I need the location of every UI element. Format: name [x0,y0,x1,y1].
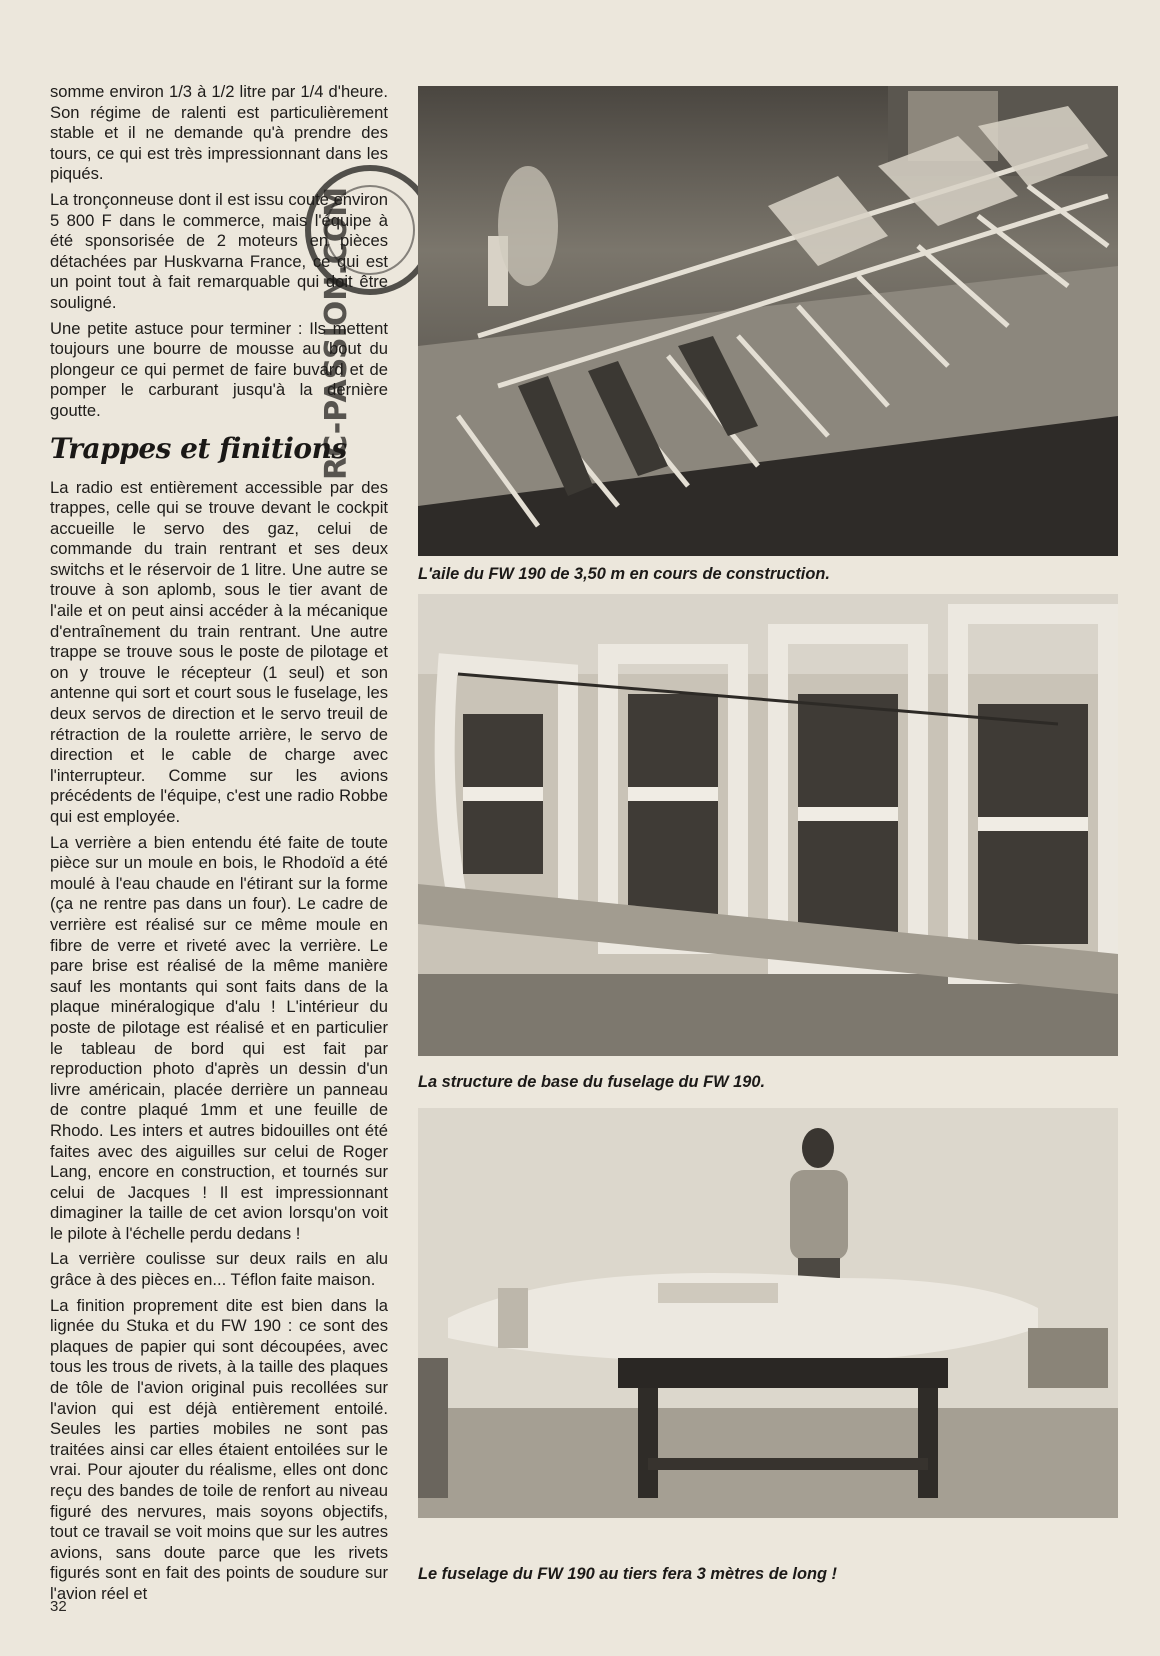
paragraph: Une petite astuce pour terminer : Ils mettent toujours une bourre de mousse au bout du plongeur ce qui permet de faire buvard et de pomper le carburant jusqu'à la dernière goutte. [50,318,388,420]
page-number: 32 [50,1598,67,1615]
photo-caption: Le fuselage du FW 190 au tiers fera 3 mètres de long ! [418,1565,837,1583]
article-text-column [50,82,388,1610]
fuselage-builder-photo [418,1108,1118,1518]
paragraph: La tronçonneuse dont il est issu coute environ 5 800 F dans le commerce, mais l'équipe à été sponsorisée de 2 moteurs en pièces détachées par Huskvarna France, ce qui est un point tout à fait remarquable qui doit être souligné. [50,189,388,312]
section-heading: Trappes et finitions [50,431,347,465]
photo-caption: La structure de base du fuselage du FW 190. [418,1073,766,1091]
photo-caption: L'aile du FW 190 de 3,50 m en cours de construction. [418,565,830,583]
paragraph: La verrière a bien entendu été faite de toute pièce sur un moule en bois, le Rhodoïd a été moulé à l'eau chaude en l'étirant sur la forme (ça ne rentre pas dans un four). Le cadre de verrière est réalisé sur ce même moule en fibre de verre et riveté avec la verrière. Le pare brise est réalisé de la même manière sauf les montants qui sont faits dans de la plaque minéralogique d'alu ! L'intérieur du poste de pilotage est réalisé et en particulier le tableau de bord qui est fait par reproduction photo d'après un dessin d'un livre américain, placée derrière un panneau de contre plaqué 1mm et une feuille de Rhodo. Les inters et autres bidouilles ont été faites avec des aiguilles sur celui de Roger Lang, encore en construction, et tournés sur celui de Jacques ! Il est impressionnant dimaginer la taille de cet avion lorsqu'on voit le pilote à l'échelle perdu dedans ! [50,832,388,1243]
paragraph: somme environ 1/3 à 1/2 litre par 1/4 d'heure. Son régime de ralenti est particulièrement stable et il ne demande qu'à prendre des tours, ce qui est très impressionnant dans les piqués. [50,82,388,184]
paragraph: La verrière coulisse sur deux rails en alu grâce à des pièces en... Téflon faite maison. [50,1249,388,1290]
paragraph: La radio est entièrement accessible par des trappes, celle qui se trouve devant le cockpit accueille le servo des gaz, celui de commande du train rentrant et ses deux switchs et le réservoir de 1 litre. Une autre se trouve à son aplomb, sous le tier avant de l'aile et on peut ainsi accéder à la mécanique d'entraînement du train rentrant. Une autre trappe se trouve sous le poste de pilotage et on y trouve le récepteur (1 seul) et son antenne qui sort et court sous le fuselage, les deux servos de direction et le servo treuil de rétraction de la roulette arrière, le servo de direction et le cable de charge avec l'interrupteur. Comme sur les avions précédents de l'équipe, c'est une radio Robbe qui est employée. [50,477,388,826]
paragraph: La finition proprement dite est bien dans la lignée du Stuka et du FW 190 : ce sont des plaques de papier qui sont découpées, avec tous les trous de rivets, à la taille des plaques de tôle de l'avion original puis recollées sur l'avion qui est déjà entièrement entoilé. Seules les parties mobiles ne sont pas traitées ainsi car elles étaient entoilées sur le vrai. Pour ajouter du réalisme, elles ont donc reçu des bandes de toile de renfort au niveau figuré des nervures, mais soyons objectifs, tout ce travail se voit moins que sur les autres avions, sans doute parce que les rivets figurés sont en fait des points de soudure sur l'avion réel et [50,1295,388,1603]
wing-construction-photo [418,86,1118,556]
watermark-text: RC-PASSION.COM [319,186,354,480]
fuselage-structure-photo [418,594,1118,1056]
